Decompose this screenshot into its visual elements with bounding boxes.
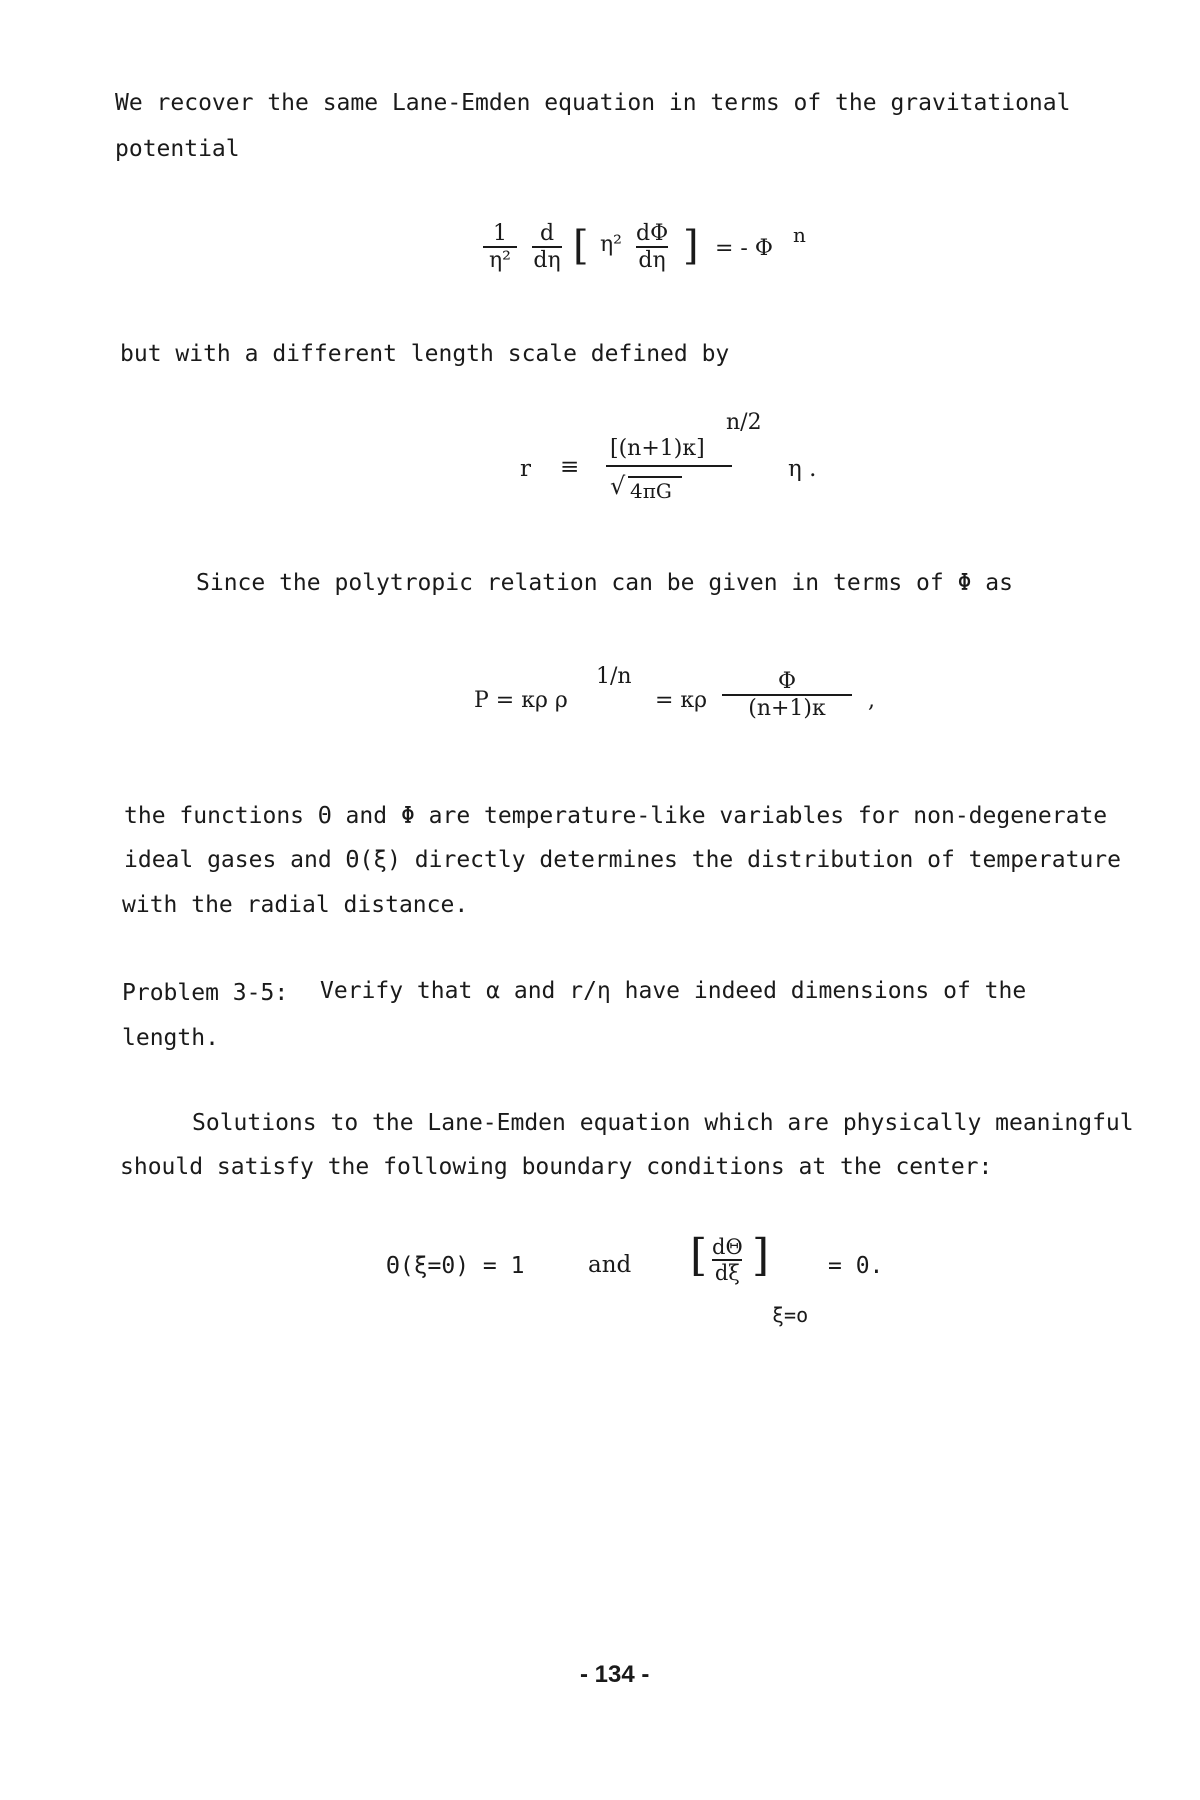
functions-line-1: the functions Θ and Φ are temperature-like variables for non-degenerate xyxy=(124,803,1108,829)
eq4-subscript: ξ=o xyxy=(772,1303,809,1327)
eq1-frac-dphi-deta: dΦ dη xyxy=(636,221,669,273)
eq4-right-bracket: ] xyxy=(752,1230,770,1281)
intro-line-1: We recover the same Lane-Emden equation in terms of the gravitational xyxy=(115,90,1071,116)
problem-text: Verify that α and r/η have indeed dimensions of the xyxy=(320,978,1027,1004)
functions-line-2: ideal gases and Θ(ξ) directly determines the distribution of temperature xyxy=(124,847,1121,873)
eq1-rhs: = - Φ xyxy=(715,236,773,261)
eq4-left-bracket: [ xyxy=(690,1230,708,1281)
eq1-left-bracket: [ xyxy=(573,223,589,269)
eq2-r: r xyxy=(520,456,531,482)
eq3-exponent: 1/n xyxy=(596,664,632,689)
polytropic-line: Since the polytropic relation can be given in terms of Φ as xyxy=(196,570,1013,596)
eq4-left: Θ(ξ=0) = 1 xyxy=(386,1253,525,1279)
problem-text-2: length. xyxy=(122,1025,219,1051)
eq3-comma: , xyxy=(868,688,875,713)
eq3-eq: = κρ xyxy=(655,688,708,713)
eq1-frac-d-deta: d dη xyxy=(533,221,561,273)
eq2-sqrt-symbol: √ xyxy=(610,472,626,500)
problem-label: Problem 3-5: xyxy=(122,980,289,1006)
eq1-right-bracket: ] xyxy=(683,223,699,269)
solutions-line-2: should satisfy the following boundary conditions at the center: xyxy=(120,1154,993,1180)
eq4-rhs: = 0. xyxy=(828,1253,884,1279)
eq2-numerator: [(n+1)κ] xyxy=(610,436,705,461)
eq3-lhs: P = κρ ρ xyxy=(474,688,568,713)
functions-line-3: with the radial distance. xyxy=(122,892,469,918)
page-number: - 134 - xyxy=(580,1661,650,1688)
solutions-line-1: Solutions to the Lane-Emden equation which are physically meaningful xyxy=(192,1110,1134,1136)
eq2-exponent: n/2 xyxy=(726,410,762,435)
eq1-frac-1-over-eta2: 1 η² xyxy=(483,222,517,272)
eq1-eta-squared: η² xyxy=(600,232,622,257)
eq2-eta: η . xyxy=(788,456,817,482)
eq2-sqrt-vinculum xyxy=(628,476,682,478)
eq2-fraction-bar xyxy=(606,465,732,467)
eq2-denominator: 4πG xyxy=(630,479,672,503)
eq4-and: and xyxy=(588,1252,632,1278)
eq1-exponent-n: n xyxy=(793,223,806,247)
intro-line-2: potential xyxy=(115,136,240,162)
eq3-fraction: Φ (n+1)κ xyxy=(722,670,852,720)
eq2-equiv: ≡ xyxy=(560,454,580,480)
eq4-fraction: dΘ dξ xyxy=(712,1235,743,1285)
length-scale-line: but with a different length scale defined by xyxy=(120,341,730,367)
